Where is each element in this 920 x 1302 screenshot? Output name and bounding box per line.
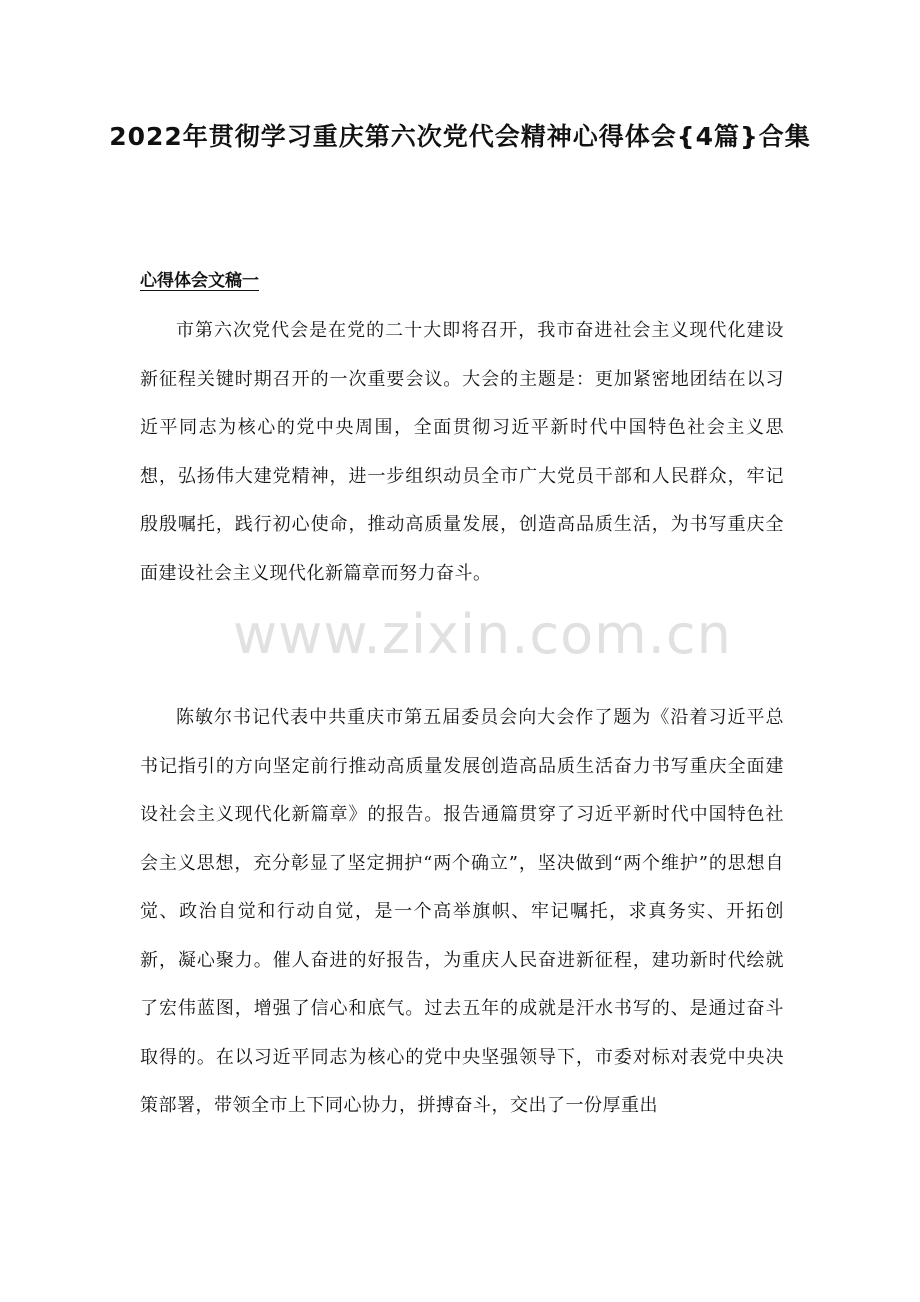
paragraph-1: 市第六次党代会是在党的二十大即将召开，我市奋进社会主义现代化建设新征程关键时期召开的一次重要会议。大会的主题是：更加紧密地团结在以习近平同志为核心的党中央周围，全面贯彻习近平新时代中国特色社会主义思想，弘扬伟大建党精神，进一步组织动员全市广大党员干部和人民群众，牢记殷殷嘱托，践行初心使命，推动高质量发展，创造高品质生活，为书写重庆全面建设社会主义现代化新篇章而努力奋斗。 xyxy=(140,320,784,584)
watermark-text: www.zixin.com.cn xyxy=(233,603,732,666)
document-title: 2022年贯彻学习重庆第六次党代会精神心得体会{4篇}合集 xyxy=(109,122,811,151)
section-heading: 心得体会文稿一 xyxy=(140,271,259,291)
paragraph-2: 陈敏尔书记代表中共重庆市第五届委员会向大会作了题为《沿着习近平总书记指引的方向坚定前行推动高质量发展创造高品质生活奋力书写重庆全面建设社会主义现代化新篇章》的报告。报告通篇贯穿了习近平新时代中国特色社会主义思想，充分彰显了坚定拥护“两个确立”，坚决做到“两个维护”的思想自觉、政治自觉和行动自觉，是一个高举旗帜、牢记嘱托，求真务实、开拓创新，凝心聚力。催人奋进的好报告，为重庆人民奋进新征程，建功新时代绘就了宏伟蓝图，增强了信心和底气。过去五年的成就是汗水书写的、是通过奋斗取得的。在以习近平同志为核心的党中央坚强领导下，市委对标对表党中央决策部署，带领全市上下同心协力，拼搏奋斗，交出了一份厚重出 xyxy=(140,707,784,1116)
